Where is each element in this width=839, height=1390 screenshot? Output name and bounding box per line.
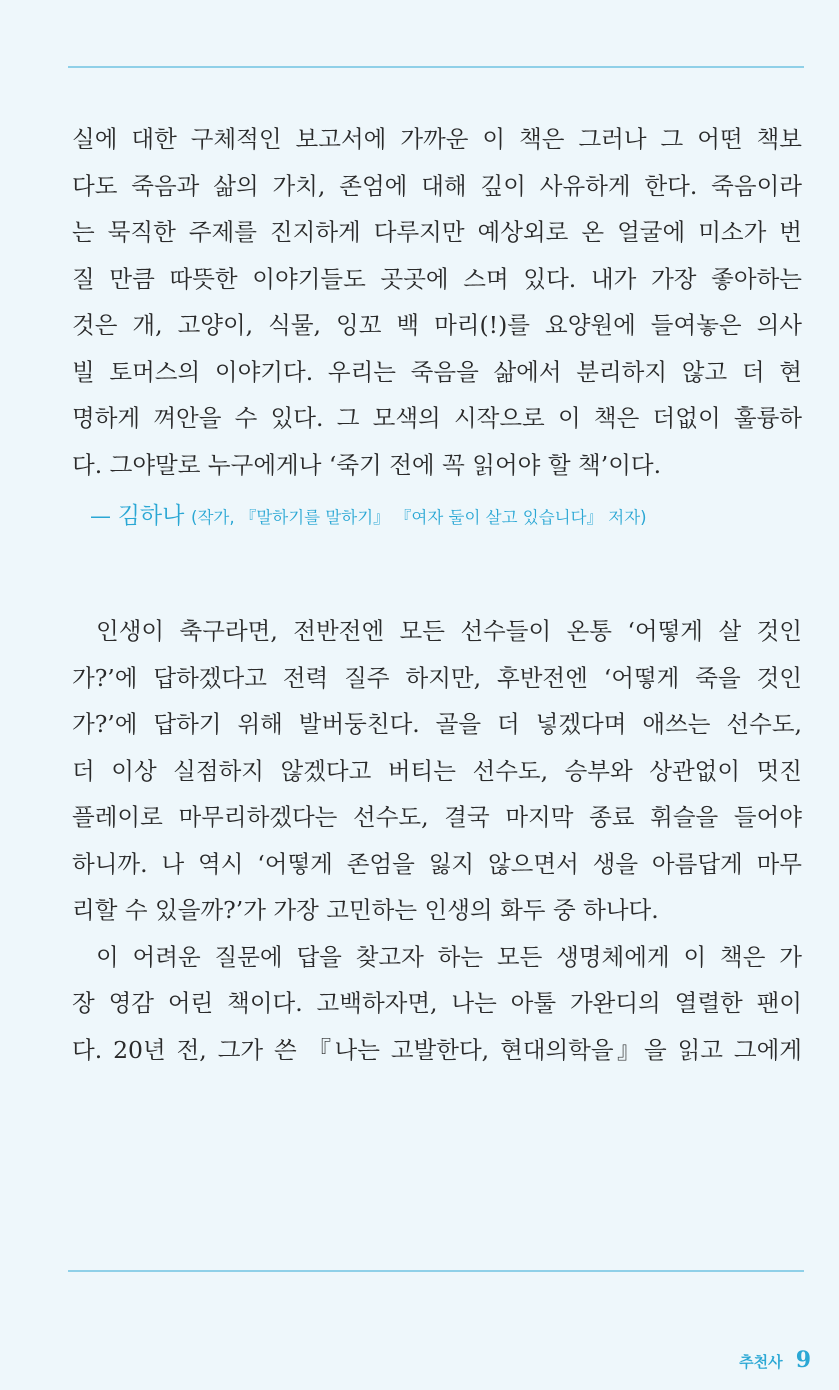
text-line: 하니까. 나 역시 ‘어떻게 존엄을 잃지 않으면서 생을 아름답게 마무: [72, 849, 802, 878]
text-line: 이 어려운 질문에 답을 찾고자 하는 모든 생명체에게 이 책은 가: [96, 942, 802, 971]
text-line: 다. 20년 전, 그가 쓴 『나는 고발한다, 현대의학을』을 읽고 그에게: [72, 1035, 802, 1064]
paragraph-1: [72, 116, 802, 488]
text-line: 다도 죽음과 삶의 가치, 존엄에 대해 깊이 사유하게 한다. 죽음이라: [72, 171, 802, 200]
text-line: 실에 대한 구체적인 보고서에 가까운 이 책은 그러나 그 어떤 책보: [72, 125, 802, 153]
text-line: 리할 수 있을까?’가 가장 고민하는 인생의 화두 중 하나다.: [72, 896, 659, 924]
attribution: [90, 496, 802, 538]
attribution-name: 김하나: [117, 503, 185, 529]
text-line: 다. 그야말로 누구에게나 ‘죽기 전에 꼭 읽어야 할 책’이다.: [72, 450, 662, 479]
text-line: 장 영감 어린 책이다. 고백하자면, 나는 아툴 가완디의 열렬한 팬이: [72, 989, 802, 1017]
paragraph-3: [72, 934, 802, 1074]
text-line: 인생이 축구라면, 전반전엔 모든 선수들이 온통 ‘어떻게 살 것인: [96, 617, 802, 645]
text-line: 명하게 껴안을 수 있다. 그 모색의 시작으로 이 책은 더없이 훌륭하: [72, 404, 802, 432]
page-footer: [739, 1347, 811, 1373]
section-label: 추천사: [739, 1353, 783, 1371]
top-divider-line: [68, 66, 804, 68]
text-line: 빌 토머스의 이야기다. 우리는 죽음을 삶에서 분리하지 않고 더 현: [72, 357, 802, 386]
attribution-detail: (작가, 『말하기를 말하기』 『여자 둘이 살고 있습니다』 저자): [191, 508, 647, 527]
text-line: 가?’에 답하겠다고 전력 질주 하지만, 후반전엔 ‘어떻게 죽을 것인: [72, 663, 802, 692]
text-line: 는 묵직한 주제를 진지하게 다루지만 예상외로 온 얼굴에 미소가 번: [72, 218, 802, 246]
text-line: 것은 개, 고양이, 식물, 잉꼬 백 마리(!)를 요양원에 들여놓은 의사: [72, 311, 802, 339]
text-line: 질 만큼 따뜻한 이야기들도 곳곳에 스며 있다. 내가 가장 좋아하는: [72, 264, 802, 293]
text-line: 플레이로 마무리하겠다는 선수도, 결국 마지막 종료 휘슬을 들어야: [72, 803, 802, 831]
page-number: 9: [795, 1347, 811, 1373]
text-line: 더 이상 실점하지 않겠다고 버티는 선수도, 승부와 상관없이 멋진: [72, 756, 802, 785]
bottom-divider-line: [68, 1270, 804, 1272]
page-body: [72, 116, 802, 1073]
attribution-dash: —: [90, 504, 111, 528]
second-recommendation: [72, 608, 802, 1073]
paragraph-2: [72, 608, 802, 934]
text-line: 가?’에 답하기 위해 발버둥친다. 골을 더 넣겠다며 애쓰는 선수도,: [72, 710, 802, 738]
